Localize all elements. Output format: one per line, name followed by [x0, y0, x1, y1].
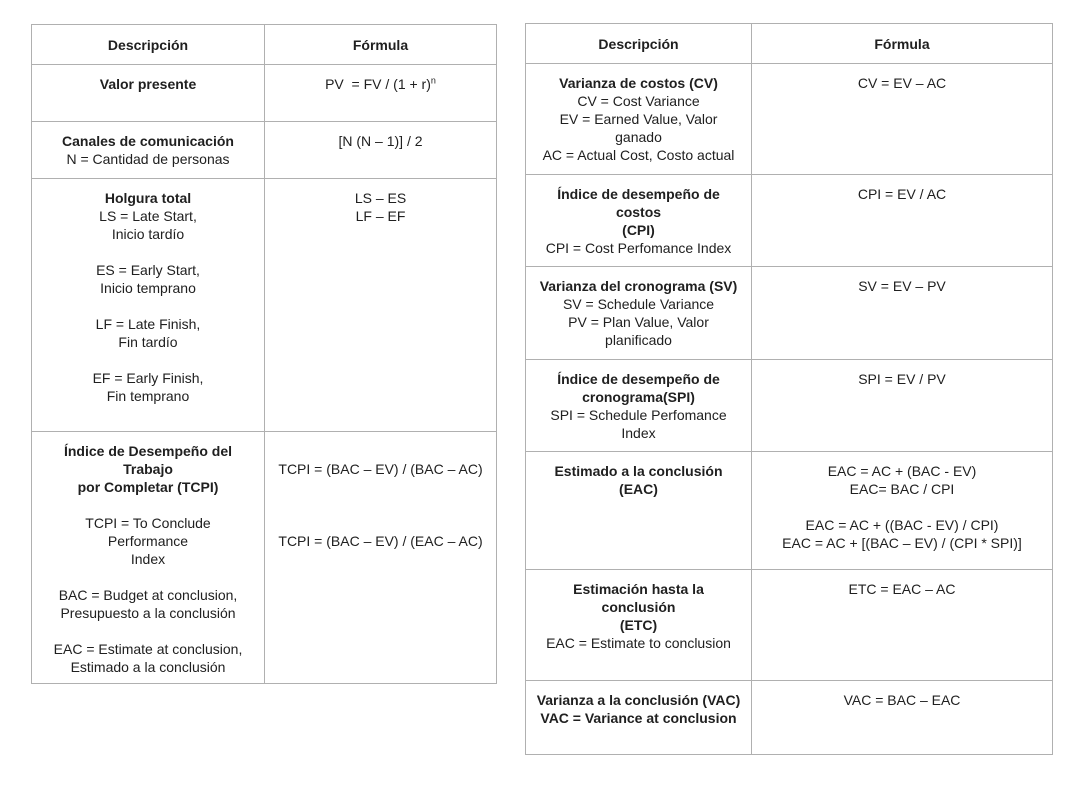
cell-text-line: [534, 277, 743, 295]
line-text: SV = Schedule Variance: [562, 296, 715, 312]
description-cell: [32, 122, 265, 179]
cell-text-line: [40, 333, 256, 351]
line-text: LS – ES: [354, 190, 407, 206]
table-row: [32, 432, 497, 684]
cell-text-line: [40, 387, 256, 405]
formula-cell: [752, 175, 1053, 267]
table-row: [526, 570, 1053, 681]
line-text: SV = EV – PV: [858, 278, 946, 294]
cell-text-line: [534, 462, 743, 480]
line-text: Estimación hasta la: [573, 581, 704, 597]
line-text: EF = Early Finish,: [92, 370, 204, 386]
cell-text-line: [534, 691, 743, 709]
cell-text-line: [40, 532, 256, 550]
cell-text-line: [760, 462, 1044, 480]
cell-text-line: [40, 132, 256, 150]
line-text: (EAC): [619, 481, 658, 497]
exponent: n: [430, 75, 436, 86]
line-text: Performance: [107, 533, 189, 549]
cell-text-line: [40, 261, 256, 279]
formula-cell: [265, 65, 497, 122]
cell-text-line: [40, 315, 256, 333]
line-text: CV = Cost Variance: [577, 93, 700, 109]
blank-line: [273, 496, 488, 514]
line-text: por Completar (TCPI): [77, 479, 219, 495]
line-text: EAC = AC + (BAC - EV): [827, 463, 977, 479]
table-row: [526, 267, 1053, 360]
blank-line: [40, 243, 256, 261]
cell-text-line: [534, 221, 743, 239]
header-row: [32, 25, 497, 65]
table-row: [526, 452, 1053, 570]
description-header: Descripción: [32, 25, 265, 65]
cell-text-line: [40, 75, 256, 93]
cell-text-line: [534, 239, 743, 257]
cell-text-line: [40, 514, 256, 532]
cell-text-line: [273, 75, 488, 93]
description-cell: [526, 360, 752, 452]
formula-cell: [265, 432, 497, 684]
cell-text-line: [760, 580, 1044, 598]
line-text: ETC = EAC – AC: [848, 581, 956, 597]
line-text: Índice de desempeño de: [557, 371, 720, 387]
line-text: Estimado a la conclusión: [70, 659, 226, 675]
cell-text-line: [760, 185, 1044, 203]
line-text: VAC = Variance at conclusion: [540, 710, 737, 726]
cell-text-line: [534, 616, 743, 634]
cell-text-line: [273, 189, 488, 207]
formula-header: Fórmula: [752, 24, 1053, 64]
table-body: [526, 64, 1053, 755]
line-text: conclusión: [601, 599, 676, 615]
formula-cell: [752, 570, 1053, 681]
line-text: Varianza del cronograma (SV): [539, 278, 738, 294]
cell-text-line: [534, 74, 743, 92]
line-text: Índice de desempeño de: [557, 186, 720, 202]
cell-text-line: [40, 640, 256, 658]
cell-text-line: [760, 74, 1044, 92]
cell-text-line: [534, 313, 743, 331]
table-row: [32, 122, 497, 179]
blank-line: [273, 514, 488, 532]
left-formula-table: [31, 24, 497, 684]
line-text: Varianza de costos (CV): [559, 75, 718, 91]
description-header: Descripción: [526, 24, 752, 64]
table-body: [32, 65, 497, 684]
formula-cell: [752, 64, 1053, 175]
cell-text-line: [534, 480, 743, 498]
line-text: (CPI): [622, 222, 655, 238]
cell-text-line: [273, 207, 488, 225]
table-row: [526, 681, 1053, 755]
cell-text-line: [534, 295, 743, 313]
line-text: CPI = EV / AC: [857, 186, 947, 202]
cell-text-line: [40, 586, 256, 604]
cell-text-line: [273, 132, 488, 150]
blank-line: [40, 496, 256, 514]
table-row: [526, 64, 1053, 175]
line-text: Index: [130, 551, 166, 567]
cell-text-line: [40, 150, 256, 168]
cell-text-line: [534, 598, 743, 616]
line-text: EAC = AC + ((BAC - EV) / CPI): [805, 517, 999, 533]
line-text: N = Cantidad de personas: [66, 151, 230, 167]
line-text: EV = Earned Value, Valor: [559, 111, 718, 127]
line-text: Índice de Desempeño del: [63, 443, 233, 459]
line-text: TCPI = (BAC – EV) / (BAC – AC): [278, 461, 483, 477]
table-row: [32, 65, 497, 122]
blank-line: [40, 351, 256, 369]
line-text: PV = FV / (1 + r): [325, 76, 431, 92]
cell-text-line: [273, 532, 488, 550]
line-text: TCPI = (BAC – EV) / (EAC – AC): [278, 533, 483, 549]
cell-text-line: [534, 709, 743, 727]
cell-text-line: [40, 207, 256, 225]
formula-cell: [265, 179, 497, 432]
cell-text-line: [40, 550, 256, 568]
cell-text-line: [534, 146, 743, 164]
line-text: Inicio temprano: [100, 280, 196, 296]
line-text: SPI = Schedule Perfomance: [550, 407, 727, 423]
line-text: EAC = Estimate at conclusion,: [53, 641, 243, 657]
line-text: costos: [615, 204, 662, 220]
line-text: Fin tardío: [118, 334, 178, 350]
line-text: TCPI = To Conclude: [85, 515, 211, 531]
cell-text-line: [40, 442, 256, 460]
cell-text-line: [40, 658, 256, 676]
line-text: Canales de comunicación: [62, 133, 234, 149]
cell-text-line: [40, 189, 256, 207]
description-cell: [526, 175, 752, 267]
table-row: [526, 175, 1053, 267]
description-cell: [526, 570, 752, 681]
line-text: EAC = Estimate to conclusion: [546, 635, 731, 651]
cell-text-line: [534, 370, 743, 388]
cell-text-line: [40, 604, 256, 622]
cell-text-line: [534, 580, 743, 598]
cell-text-line: [534, 406, 743, 424]
line-text: LF – EF: [355, 208, 406, 224]
description-cell: [32, 432, 265, 684]
cell-text-line: [40, 225, 256, 243]
formula-cell: [752, 267, 1053, 360]
cell-text-line: [40, 460, 256, 478]
blank-line: [40, 297, 256, 315]
cell-text-line: [534, 634, 743, 652]
formula-cell: [265, 122, 497, 179]
line-text: BAC = Budget at conclusion,: [58, 587, 238, 603]
cell-text-line: [40, 279, 256, 297]
cell-text-line: [534, 388, 743, 406]
line-text: SPI = EV / PV: [858, 371, 946, 387]
line-text: cronograma(SPI): [582, 389, 695, 405]
blank-line: [40, 622, 256, 640]
cell-text-line: [40, 369, 256, 387]
cell-text-line: [534, 92, 743, 110]
line-text: ganado: [615, 129, 662, 145]
description-cell: [526, 681, 752, 755]
description-cell: [526, 267, 752, 360]
cell-text-line: [534, 331, 743, 349]
cell-text-line: [534, 424, 743, 442]
description-cell: [526, 64, 752, 175]
line-text: VAC = BAC – EAC: [843, 692, 961, 708]
cell-text-line: [760, 480, 1044, 498]
description-cell: [32, 65, 265, 122]
blank-line: [273, 442, 488, 460]
cell-text-line: [760, 277, 1044, 295]
description-cell: [32, 179, 265, 432]
header-row: [526, 24, 1053, 64]
description-cell: [526, 452, 752, 570]
line-text: Trabajo: [123, 461, 173, 477]
cell-text-line: [534, 110, 743, 128]
line-text: CV = EV – AC: [857, 75, 947, 91]
formula-header: Fórmula: [265, 25, 497, 65]
formula-cell: [752, 452, 1053, 570]
cell-text-line: [534, 203, 743, 221]
cell-text-line: [760, 534, 1044, 552]
cell-text-line: [760, 370, 1044, 388]
right-formula-table: [525, 23, 1053, 755]
cell-text-line: [760, 691, 1044, 709]
line-text: LF = Late Finish,: [95, 316, 201, 332]
line-text: AC = Actual Cost, Costo actual: [542, 147, 735, 163]
line-text: EAC = AC + [(BAC – EV) / (CPI * SPI)]: [782, 535, 1022, 551]
line-text: ES = Early Start,: [96, 262, 200, 278]
cell-text-line: [534, 128, 743, 146]
blank-line: [760, 498, 1044, 516]
line-text: [N (N – 1)] / 2: [338, 133, 423, 149]
blank-line: [40, 568, 256, 586]
table-row: [32, 179, 497, 432]
blank-line: [273, 478, 488, 496]
cell-text-line: [534, 185, 743, 203]
line-text: LS = Late Start,: [99, 208, 197, 224]
line-text: Fin temprano: [106, 388, 190, 404]
cell-text-line: [273, 460, 488, 478]
line-text: Varianza a la conclusión (VAC): [536, 692, 741, 708]
line-text: PV = Plan Value, Valor: [568, 314, 709, 330]
line-text: Valor presente: [99, 76, 197, 92]
line-text: (ETC): [619, 617, 658, 633]
formula-cell: [752, 681, 1053, 755]
line-text: CPI = Cost Perfomance Index: [545, 240, 732, 256]
line-text: Holgura total: [104, 190, 192, 206]
formula-cell: [752, 360, 1053, 452]
line-text: Inicio tardío: [111, 226, 185, 242]
table-row: [526, 360, 1053, 452]
line-text: planificado: [605, 332, 672, 348]
line-text: Index: [621, 425, 656, 441]
line-text: Presupuesto a la conclusión: [60, 605, 236, 621]
cell-text-line: [40, 478, 256, 496]
line-text: Estimado a la conclusión: [554, 463, 723, 479]
cell-text-line: [760, 516, 1044, 534]
line-text: EAC= BAC / CPI: [849, 481, 955, 497]
